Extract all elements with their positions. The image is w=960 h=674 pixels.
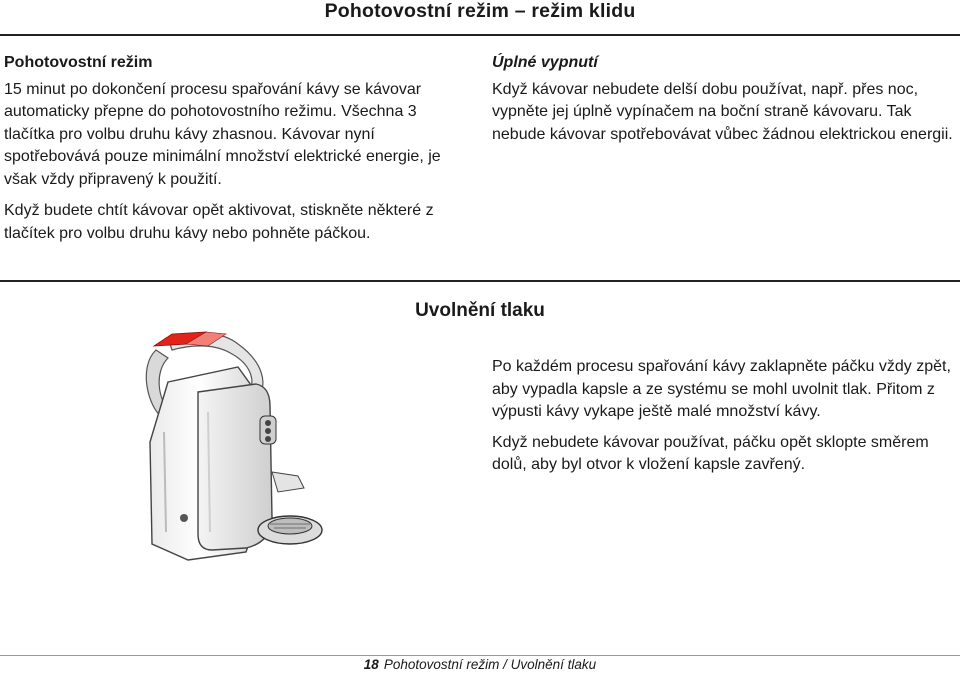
standby-paragraph-1: 15 minut po dokončení procesu spařování kávy se kávovar automaticky přepne do pohotovostního režimu. Všechna 3 tlačítka pro volbu druhu kávy zhasnou. Kávovar nyní spotřebovává pouze minimální množství elektrické energie, je však vždy připravený k použití. (4, 80, 441, 188)
shutdown-paragraph: Když kávovar nebudete delší dobu používat, např. přes noc, vypněte jej úplně vypínačem na boční straně kávovaru. Tak nebude kávovar spotřebovávat vůbec žádnou elektrickou energii. (492, 80, 953, 143)
power-switch (180, 514, 188, 522)
page-title (0, 0, 960, 23)
section-rule (0, 280, 960, 282)
button-coffee (265, 428, 271, 434)
coffee-outlet (272, 472, 304, 492)
page-title-text: Pohotovostní režim – režim klidu (324, 0, 636, 22)
shutdown-heading: Úplné vypnutí (492, 54, 598, 71)
button-espresso (265, 420, 271, 426)
shutdown-section (492, 52, 954, 155)
pressure-paragraph-2: Když nebudete kávovar používat, páčku opět sklopte směrem dolů, aby byl otvor k vložení kapsle zavřený. (492, 433, 929, 473)
coffee-machine-illustration (128, 322, 448, 622)
pressure-title: Uvolnění tlaku (415, 300, 545, 321)
page-number: 18 (363, 657, 379, 672)
button-lungo (265, 436, 271, 442)
page-footer (0, 657, 960, 672)
standby-section (4, 52, 466, 254)
standby-heading: Pohotovostní režim (4, 54, 153, 71)
standby-paragraph-2: Když budete chtít kávovar opět aktivovat, stiskněte některé z tlačítek pro volbu druhu kávy nebo pohněte páčkou. (4, 202, 434, 242)
footer-rule (0, 655, 960, 656)
header-rule (0, 34, 960, 36)
pressure-paragraph-1: Po každém procesu spařování kávy zaklapněte páčku vždy zpět, aby vypadla kapsle a ze systému se mohl uvolnit tlak. Přitom z výpusti kávy vykape ještě malé množství kávy. (492, 358, 951, 420)
footer-text: Pohotovostní režim / Uvolnění tlaku (383, 657, 597, 672)
drip-grate (268, 518, 312, 534)
pressure-section (492, 356, 957, 485)
